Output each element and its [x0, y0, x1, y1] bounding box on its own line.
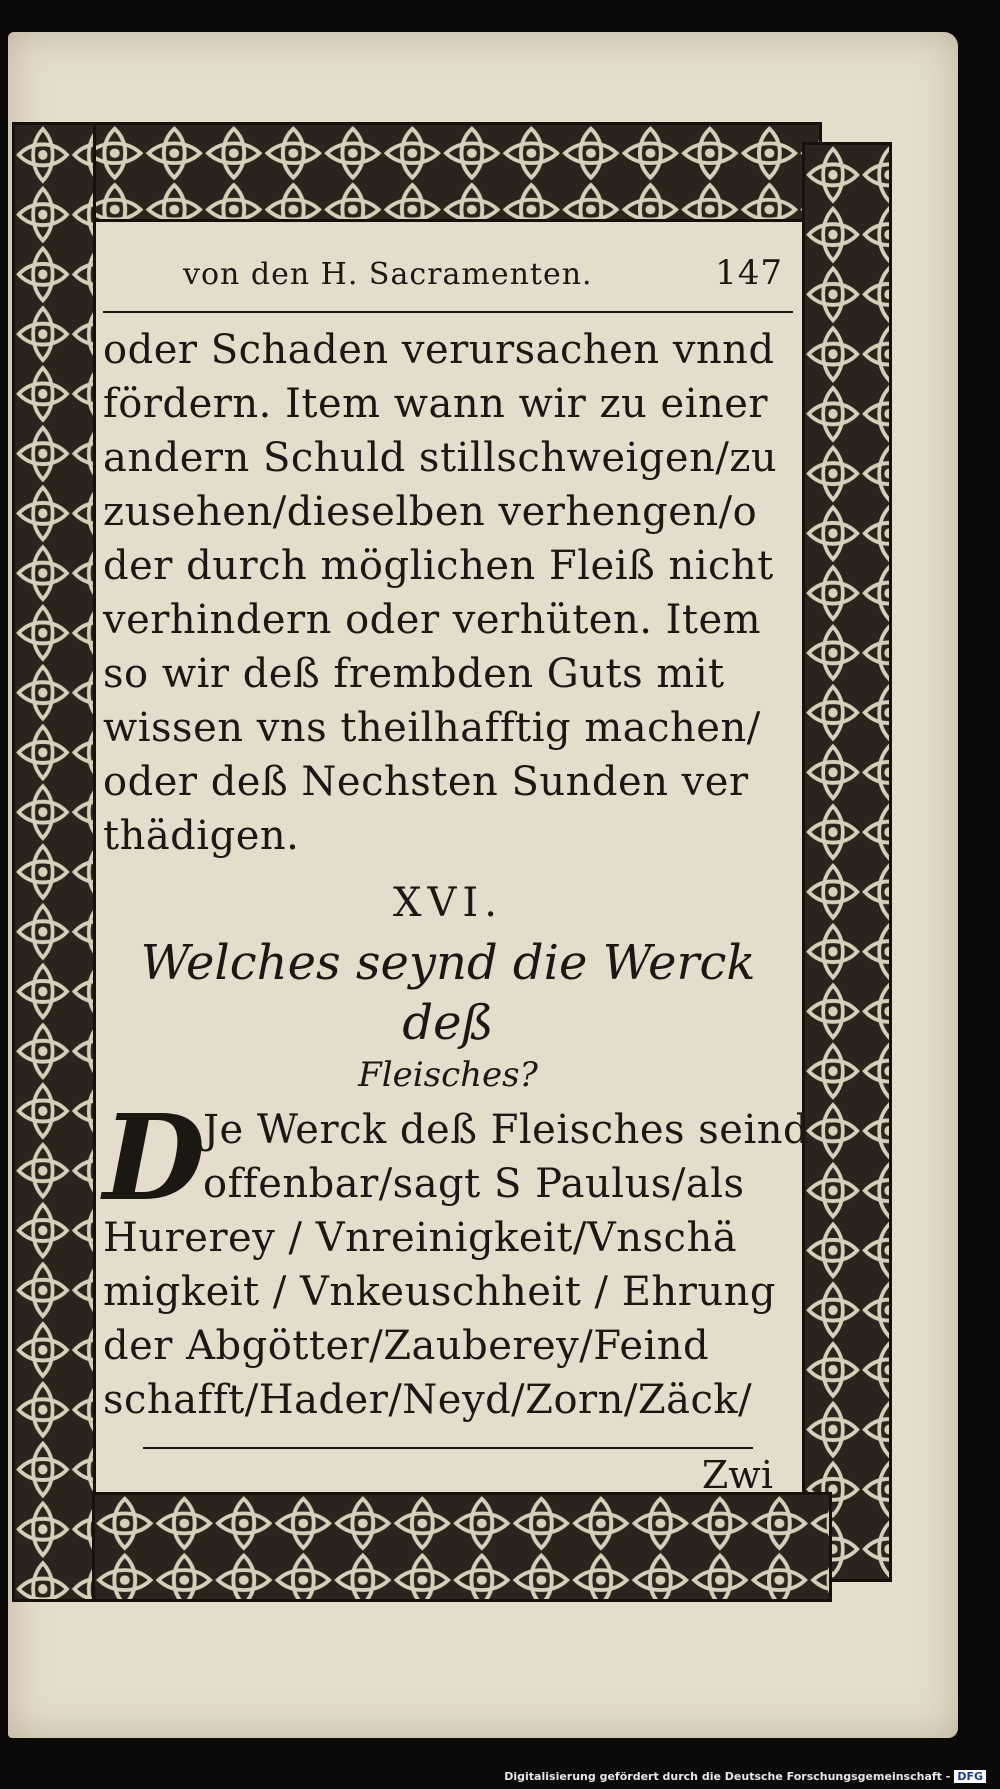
body-line: verhindern oder verhüten. Item: [103, 597, 762, 643]
digitization-credit: [504, 1770, 986, 1783]
running-head: [103, 247, 793, 307]
answer-line: offenbar/sagt S Paulus/als: [203, 1161, 745, 1207]
answer-line: Je Werck deß Fleisches seind: [203, 1107, 810, 1153]
text-block: [103, 247, 810, 1497]
answer-paragraph: [103, 1088, 810, 1427]
body-paragraph: [103, 323, 793, 863]
ornament-band-top: [82, 122, 822, 222]
dfg-logo: DFG: [954, 1770, 986, 1783]
question-heading-end: Fleisches?: [358, 1055, 538, 1095]
answer-line: Hurerey / Vnreinigkeit/Vnschä: [103, 1215, 738, 1261]
body-line: fördern. Item wann wir zu einer: [103, 381, 769, 427]
ornament-band-left: [12, 122, 96, 1602]
body-line: oder deß Nechsten Sunden ver: [103, 759, 749, 805]
catchword: Zwi: [701, 1453, 773, 1497]
header-rule: [103, 311, 793, 313]
drop-cap: D: [103, 1088, 206, 1227]
running-title: von den H. Sacramenten.: [183, 257, 593, 292]
footer-rule: [143, 1447, 753, 1449]
body-line: der durch möglichen Fleiß nicht: [103, 543, 774, 589]
body-line: wissen vns theilhafftig machen/: [103, 705, 761, 751]
body-line: oder Schaden verursachen vnnd: [103, 327, 775, 373]
question-heading: Welches seynd die Werck deß: [140, 935, 756, 1051]
answer-line: schafft/Hader/Neyd/Zorn/Zäck/: [103, 1377, 753, 1423]
body-line: thädigen.: [103, 813, 300, 859]
answer-line: migkeit / Vnkeuschheit / Ehrung: [103, 1269, 776, 1315]
body-line: zusehen/dieselben verhengen/o: [103, 489, 758, 535]
body-line: so wir deß frembden Guts mit: [103, 651, 725, 697]
credit-text: Digitalisierung gefördert durch die Deutsche Forschungsgemeinschaft -: [504, 1770, 951, 1783]
ornament-band-right: [802, 142, 892, 1582]
section-number: XVI.: [393, 880, 503, 926]
page-number: 147: [715, 253, 783, 293]
book-page: [8, 32, 958, 1738]
body-line: andern Schuld stillschweigen/zu: [103, 435, 778, 481]
answer-line: der Abgötter/Zauberey/Feind: [103, 1323, 710, 1369]
ornament-band-bottom: [92, 1492, 832, 1602]
